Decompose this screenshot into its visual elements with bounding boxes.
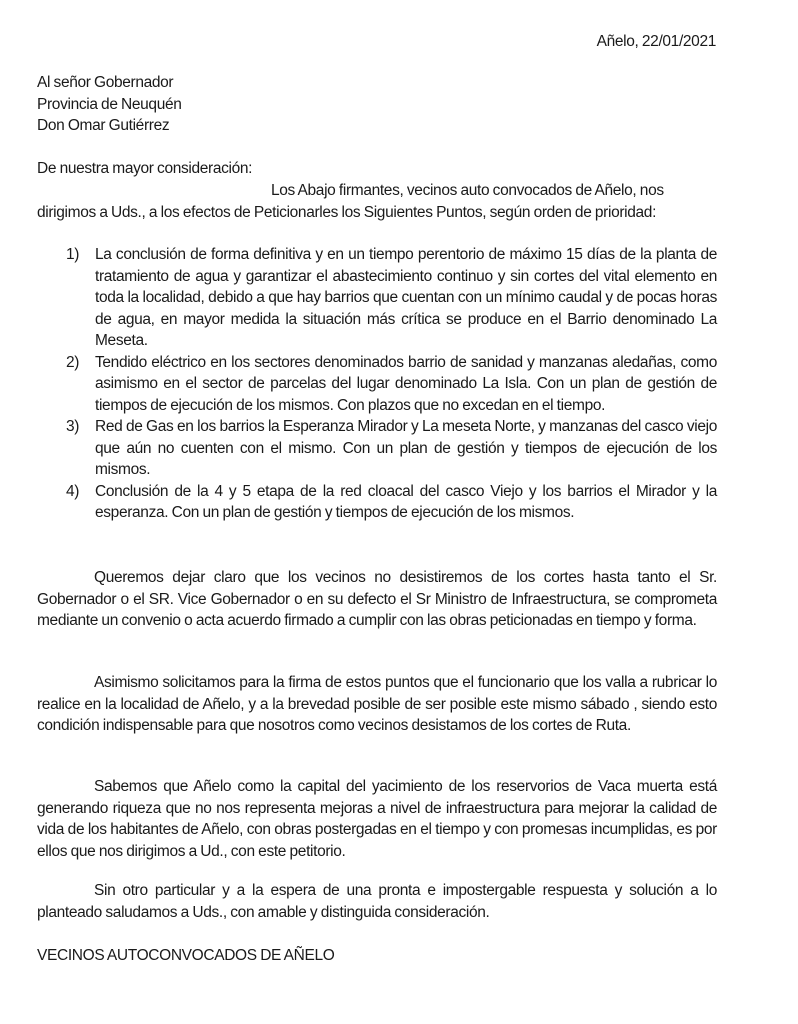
petition-point	[66, 416, 717, 481]
body-paragraph-context: Sabemos que Añelo como la capital del yacimiento de los reservorios de Vaca muerta está generando riqueza que no nos representa mejoras a nivel de infraestructura para mejorar la calidad de vida de los habitantes de Añelo, con obras postergadas en el tiempo y con promesas incumplidas, es por ellos que nos dirigimos a Ud., con este petitorio.	[37, 778, 717, 860]
petition-point	[66, 481, 717, 524]
signature: VECINOS AUTOCONVOCADOS DE AÑELO	[37, 947, 335, 964]
point-text: Conclusión de la 4 y 5 etapa de la red cloacal del casco Viejo y los barrios el Mirador y la esperanza. Con un plan de gestión y tiempos de ejecución de los mismos.	[95, 482, 717, 521]
point-number: 3)	[66, 418, 80, 435]
intro-first-line: Los Abajo firmantes, vecinos auto convocados de Añelo, nos	[271, 182, 664, 199]
point-text: La conclusión de forma definitiva y en un tiempo perentorio de máximo 15 días de la planta de tratamiento de agua y garantizar el abastecimiento continuo y sin cortes del vital elemento en toda la localidad, debido a que hay barrios que cuentan con un mínimo caudal y de pocas horas de agua, en mayor medida la situación más crítica se produce en el Barrio denominado La Meseta.	[95, 246, 717, 349]
addressee-block	[37, 72, 182, 137]
point-number: 4)	[66, 482, 80, 500]
addressee-title: Al señor Gobernador	[37, 74, 174, 91]
body-paragraph-closing: Sin otro particular y a la espera de una pronta e impostergable respuesta y solución a lo planteado saludamos a Uds., con amable y distinguida consideración.	[37, 882, 717, 921]
point-text: Red de Gas en los barrios la Esperanza Mirador y La meseta Norte, y manzanas del casco viejo que aún no cuenten con el mismo. Con un plan de gestión y tiempos de ejecución de los mismos.	[95, 418, 717, 478]
intro-rest: dirigimos a Uds., a los efectos de Peticionarles los Siguientes Puntos, según orden de prioridad:	[37, 203, 657, 221]
body-paragraph-demands: Queremos dejar claro que los vecinos no desistiremos de los cortes hasta tanto el Sr. Gobernador o el SR. Vice Gobernador o en su defecto el Sr Ministro de Infraestructura, se comprometa mediante un convenio o acta acuerdo firmado a cumplir con las obras peticionadas en tiempo y forma.	[37, 569, 717, 629]
petition-points-list	[66, 244, 717, 524]
addressee-province: Provincia de Neuquén	[37, 95, 182, 113]
salutation: De nuestra mayor consideración:	[37, 160, 253, 177]
addressee-name: Don Omar Gutiérrez	[37, 117, 170, 134]
point-number: 1)	[66, 246, 80, 263]
intro-paragraph	[37, 180, 717, 223]
petition-point	[66, 244, 717, 352]
point-text: Tendido eléctrico en los sectores denominados barrio de sanidad y manzanas aledañas, como asimismo en el sector de parcelas del lugar denominado La Isla. Con un plan de gestión de tiempos de ejecución de los mismos. Con plazos que no excedan en el tiempo.	[95, 353, 717, 414]
petition-point	[66, 352, 717, 417]
point-number: 2)	[66, 353, 80, 371]
date-line: Añelo, 22/01/2021	[596, 33, 716, 50]
body-paragraph-signing: Asimismo solicitamos para la firma de estos puntos que el funcionario que los valla a rubricar lo realice en la localidad de Añelo, y a la brevedad posible de ser posible este mismo sábado , siendo esto condición indispensable para que nosotros como vecinos desistamos de los cortes de Ruta.	[37, 674, 717, 734]
